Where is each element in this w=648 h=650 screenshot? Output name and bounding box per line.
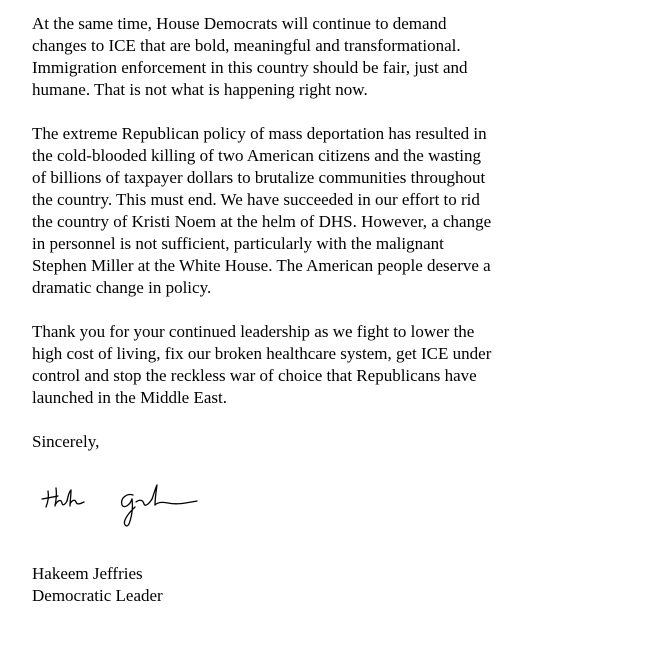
signer-title: Democratic Leader xyxy=(32,586,163,605)
closing-text: Sincerely, xyxy=(32,432,100,451)
text-line: launched in the Middle East. xyxy=(32,388,227,407)
text-line: Stephen Miller at the White House. The American people deserve a xyxy=(32,256,491,275)
text-line: of billions of taxpayer dollars to brutalize communities throughout xyxy=(32,168,486,187)
text-line: in personnel is not sufficient, particularly with the malignant xyxy=(32,234,444,253)
text-line: the cold-blooded killing of two American citizens and the wasting xyxy=(32,146,481,165)
paragraph-thank-you xyxy=(32,321,592,409)
text-line: The extreme Republican policy of mass deportation has resulted in xyxy=(32,124,487,143)
text-line: dramatic change in policy. xyxy=(32,278,212,297)
signer-block xyxy=(32,563,592,607)
text-line: Immigration enforcement in this country should be fair, just and xyxy=(32,58,468,77)
text-line: the country. This must end. We have succeeded in our effort to rid xyxy=(32,190,480,209)
text-line: humane. That is not what is happening right now. xyxy=(32,80,368,99)
text-line: changes to ICE that are bold, meaningful and transformational. xyxy=(32,36,461,55)
paragraph-ice-changes xyxy=(32,13,592,101)
text-line: high cost of living, fix our broken healthcare system, get ICE under xyxy=(32,344,492,363)
text-line: control and stop the reckless war of choice that Republicans have xyxy=(32,366,477,385)
text-line: Thank you for your continued leadership as we fight to lower the xyxy=(32,322,475,341)
signature-drawing xyxy=(40,478,210,530)
text-line: At the same time, House Democrats will continue to demand xyxy=(32,14,447,33)
closing xyxy=(32,431,592,453)
signer-name: Hakeem Jeffries xyxy=(32,564,143,583)
handwritten-signature xyxy=(40,478,210,530)
text-line: the country of Kristi Noem at the helm of DHS. However, a change xyxy=(32,212,492,231)
paragraph-deportation-policy xyxy=(32,123,592,299)
